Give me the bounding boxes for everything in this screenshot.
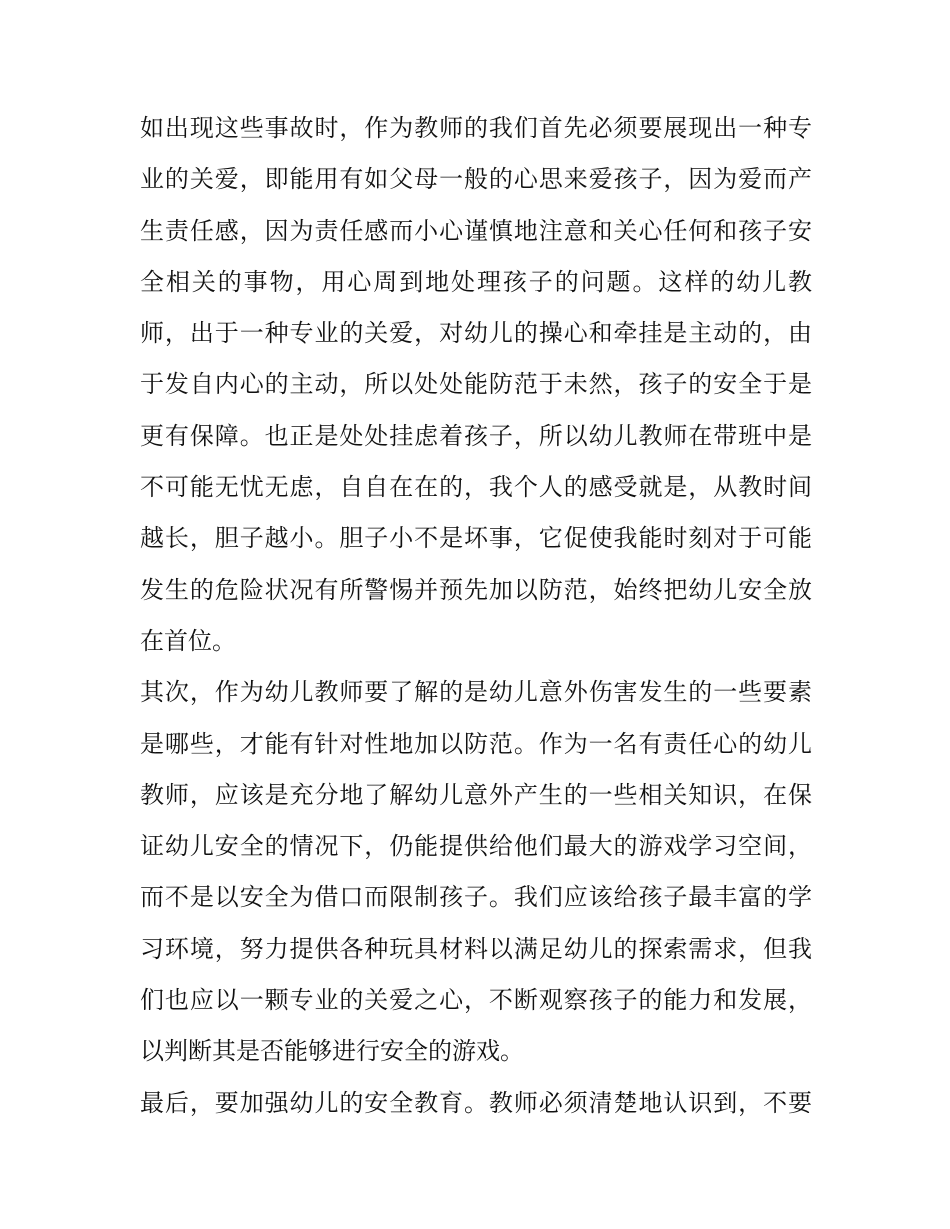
text-line: 发生的危险状况有所警惕并预先加以防范，始终把幼儿安全放 (140, 575, 812, 604)
text-line: 证幼儿安全的情况下，仍能提供给他们最大的游戏学习空间， (140, 832, 812, 861)
text-line: 业的关爱，即能用有如父母一般的心思来爱孩子，因为爱而产 (140, 165, 812, 194)
text-line: 生责任感，因为责任感而小心谨慎地注意和关心任何和孩子安 (140, 216, 812, 245)
text-line: 越长，胆子越小。胆子小不是坏事，它促使我能时刻对于可能 (140, 524, 812, 553)
text-line: 如出现这些事故时，作为教师的我们首先必须要展现出一种专 (140, 114, 812, 142)
text-line: 习环境，努力提供各种玩具材料以满足幼儿的探索需求，但我 (140, 934, 812, 963)
text-line: 们也应以一颗专业的关爱之心，不断观察孩子的能力和发展， (140, 986, 812, 1015)
text-line: 最后，要加强幼儿的安全教育。教师必须清楚地认识到，不要 (140, 1088, 812, 1117)
text-line: 师，出于一种专业的关爱，对幼儿的操心和牵挂是主动的，由 (140, 319, 812, 348)
paragraph-1 (140, 103, 812, 667)
paragraph-2 (140, 667, 812, 1077)
text-line: 其次，作为幼儿教师要了解的是幼儿意外伤害发生的一些要素 (140, 678, 812, 707)
text-line: 在首位。 (140, 626, 236, 655)
text-line: 以判断其是否能够进行安全的游戏。 (140, 1037, 524, 1066)
text-line: 是哪些，才能有针对性地加以防范。作为一名有责任心的幼儿 (140, 729, 812, 758)
paragraph-3 (140, 1078, 812, 1129)
text-line: 教师，应该是充分地了解幼儿意外产生的一些相关知识，在保 (140, 780, 812, 809)
document-body (140, 103, 812, 1129)
text-line: 于发自内心的主动，所以处处能防范于未然，孩子的安全于是 (140, 370, 812, 399)
text-line: 更有保障。也正是处处挂虑着孩子，所以幼儿教师在带班中是 (140, 421, 812, 450)
text-line: 而不是以安全为借口而限制孩子。我们应该给孩子最丰富的学 (140, 883, 812, 912)
text-line: 不可能无忧无虑，自自在在的，我个人的感受就是，从教时间 (140, 473, 812, 502)
text-line: 全相关的事物，用心周到地处理孩子的问题。这样的幼儿教 (140, 267, 812, 296)
